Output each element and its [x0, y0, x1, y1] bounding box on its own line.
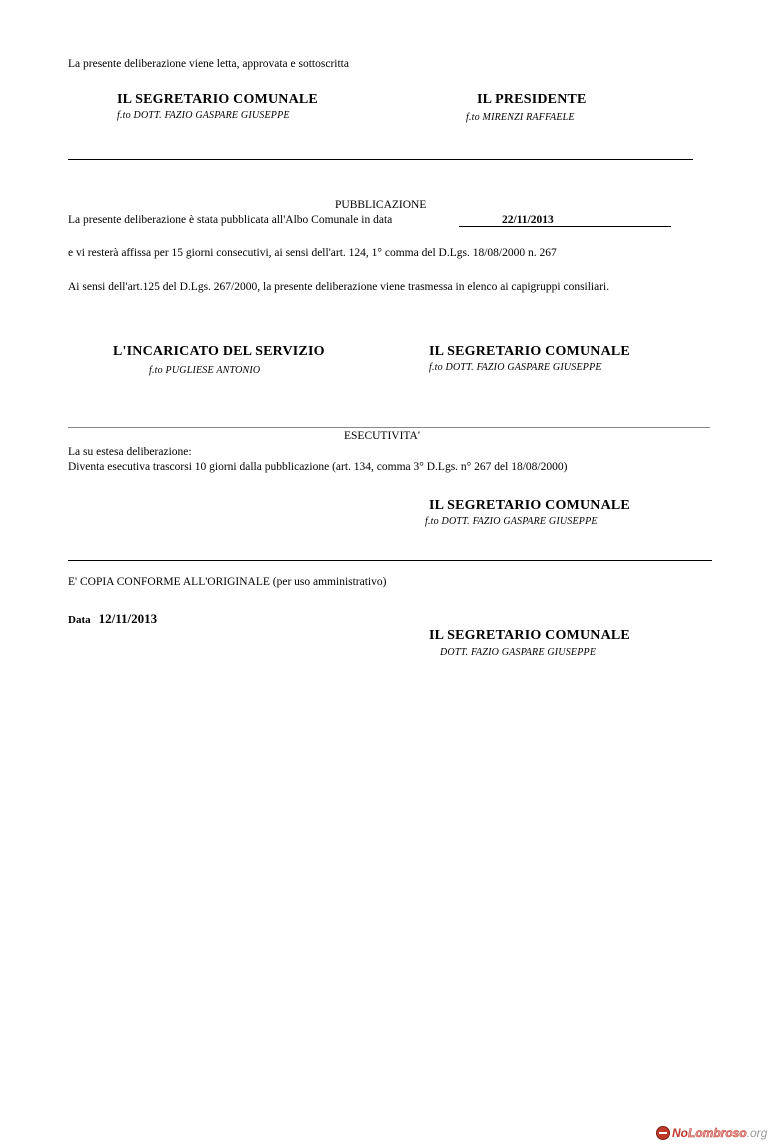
pubblicazione-line1: [68, 214, 773, 226]
presidente-name: f.to MIRENZI RAFFAELE: [466, 112, 575, 123]
segretario-name-top: f.to DOTT. FAZIO GASPARE GIUSEPPE: [117, 110, 290, 121]
pubblicazione-heading: PUBBLICAZIONE: [335, 199, 427, 211]
incaricato-title: L'INCARICATO DEL SERVIZIO: [113, 344, 325, 359]
pubblicazione-date: 22/11/2013: [502, 214, 554, 226]
segretario-title-top: IL SEGRETARIO COMUNALE: [117, 92, 318, 107]
divider-1: [68, 159, 693, 160]
watermark: [656, 1125, 767, 1141]
watermark-part2: Lombroso: [688, 1126, 747, 1140]
segretario-title-esec: IL SEGRETARIO COMUNALE: [429, 498, 630, 513]
watermark-logo-icon: [656, 1126, 670, 1140]
copia-data-value: 12/11/2013: [98, 611, 158, 626]
pubblicazione-line2: e vi resterà affissa per 15 giorni consecutivi, ai sensi dell'art. 124, 1° comma del D.Lgs. 18/08/2000 n. 267: [68, 247, 557, 259]
incaricato-name: f.to PUGLIESE ANTONIO: [149, 365, 261, 376]
segretario-title-copia: IL SEGRETARIO COMUNALE: [429, 628, 630, 643]
segretario-name-copia: DOTT. FAZIO GASPARE GIUSEPPE: [440, 647, 597, 658]
copia-data-label: Data: [68, 614, 91, 626]
segretario-name-esec: f.to DOTT. FAZIO GASPARE GIUSEPPE: [425, 516, 598, 527]
intro-text: La presente deliberazione viene letta, approvata e sottoscritta: [68, 58, 349, 70]
divider-2: [68, 427, 710, 428]
esecutivita-heading: ESECUTIVITA': [344, 430, 420, 442]
watermark-part1: No: [672, 1126, 688, 1140]
watermark-part3: .org: [746, 1126, 768, 1140]
esecutivita-line2: Diventa esecutiva trascorsi 10 giorni dalla pubblicazione (art. 134, comma 3° D.Lgs. n° 267 del 18/08/2000): [68, 461, 568, 473]
date-underline: [459, 226, 671, 227]
divider-3: [68, 560, 712, 561]
pubblicazione-line1-prefix: La presente deliberazione è stata pubblicata all'Albo Comunale in data: [68, 214, 393, 226]
pubblicazione-paragraph: Ai sensi dell'art.125 del D.Lgs. 267/2000, la presente deliberazione viene trasmessa in elenco ai capigruppi consiliari.: [68, 281, 610, 293]
esecutivita-line1: La su estesa deliberazione:: [68, 446, 192, 458]
segretario-title-mid: IL SEGRETARIO COMUNALE: [429, 344, 630, 359]
presidente-title: IL PRESIDENTE: [477, 92, 587, 107]
copia-data: [68, 610, 157, 628]
segretario-name-mid: f.to DOTT. FAZIO GASPARE GIUSEPPE: [429, 362, 602, 373]
copia-line: E' COPIA CONFORME ALL'ORIGINALE (per uso amministrativo): [68, 576, 387, 588]
